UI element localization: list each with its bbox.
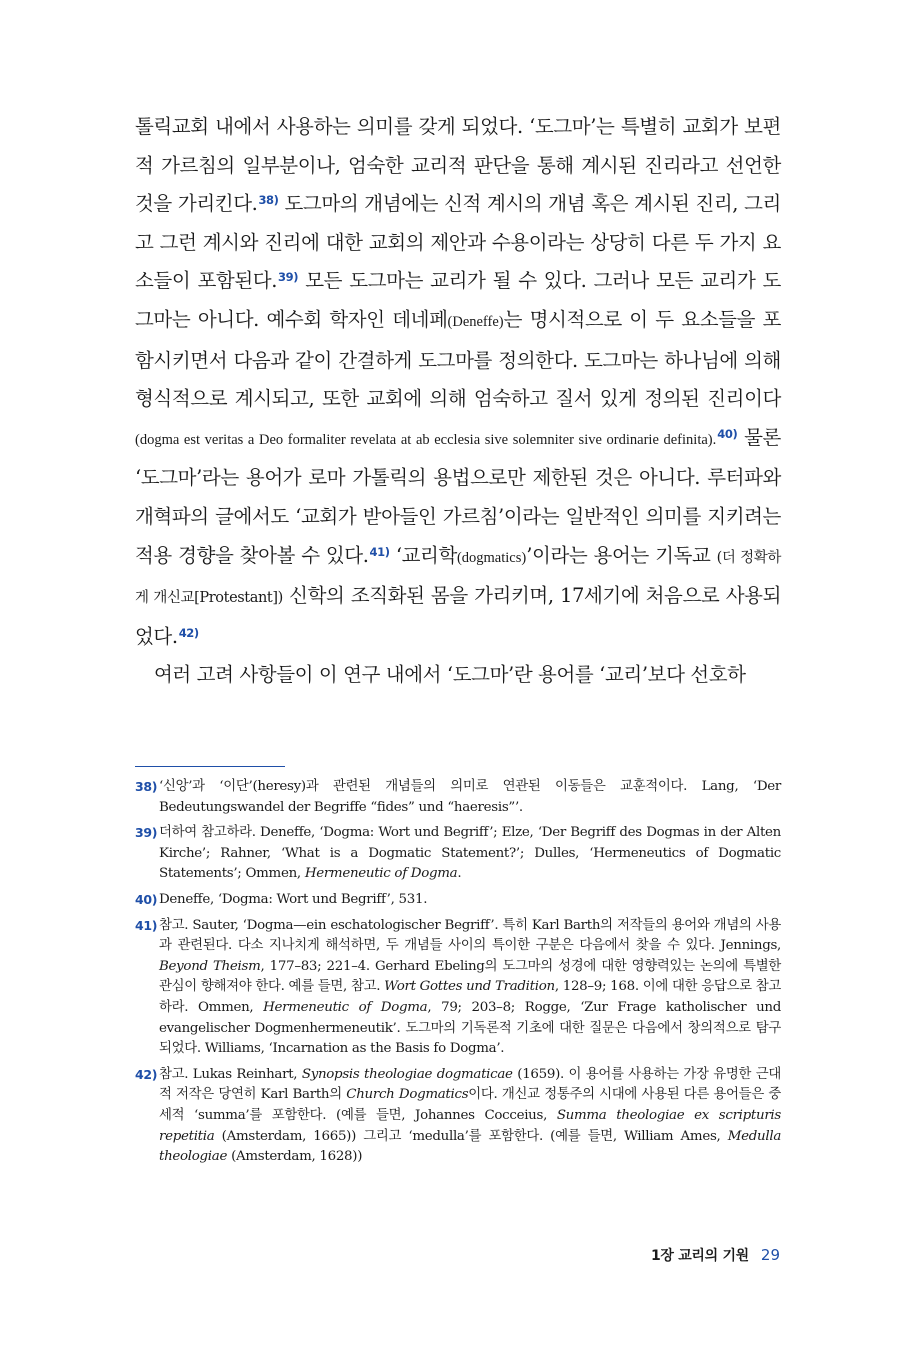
text-run: ’이라는 용어는 기독교 <box>526 543 717 567</box>
footnote-ref-38[interactable]: 38) <box>258 193 279 208</box>
paragraph-1 <box>135 108 781 656</box>
footnote-39 <box>135 823 781 885</box>
footnote-number: 39) <box>135 825 158 841</box>
text-run: 물론 ‘도그마’라는 용어가 로마 가톨릭의 용법으로만 제한된 것은 아니다. 루터파와 개혁파의 글에서도 ‘교회가 받아들인 가르침’이라는 일반적인 의미를 지키려는 적용 경향을 찾아볼 수 있다. <box>135 425 781 567</box>
book-title: Medulla theologiae <box>159 1128 781 1165</box>
paragraph-2 <box>135 656 781 695</box>
footnote-number: 42) <box>135 1066 158 1082</box>
footnote-text <box>159 916 781 1060</box>
footnote-ref-42[interactable]: 42) <box>178 625 199 640</box>
latin-quote: (dogma est veritas a Deo formaliter revelata at ab ecclesia sive solemniter sive ordinarie definita). <box>135 431 717 448</box>
text-run: 여러 고려 사항들이 이 연구 내에서 ‘도그마’란 용어를 ‘교리’보다 선호하 <box>154 663 746 687</box>
book-title: Hermeneutic of Dogma <box>263 999 428 1015</box>
page-number: 29 <box>760 1246 780 1264</box>
footnote-41 <box>135 916 781 1060</box>
footnote-divider <box>135 766 285 767</box>
footnote-number: 40) <box>135 891 158 907</box>
footnote-40 <box>135 890 781 911</box>
main-body-text <box>135 108 781 695</box>
footnotes <box>135 777 781 1173</box>
text-run: , 177–83; 221–4. Gerhard Ebeling의 도그마의 성경에 대한 영향력있는 논의에 특별한 관심이 향해져야 한다. 예를 들면, 참고. <box>159 958 782 995</box>
footnote-ref-41[interactable]: 41) <box>369 544 390 559</box>
footnote-text <box>159 890 781 911</box>
parenthetical-note: (더 정확하게 개신교[Protestant]) <box>135 549 781 607</box>
text-run: ‘교리학 <box>389 543 457 567</box>
book-title: Beyond Theism <box>159 958 261 974</box>
text-run: 는 명시적으로 이 두 요소들을 포함시키면서 다음과 같이 간결하게 도그마를 정의한다. 도그마는 하나님에 의해 형식적으로 계시되고, 또한 교회에 의해 엄숙하고 질서 있게 정의된 진리이다 <box>135 307 781 411</box>
text-run: 도그마의 개념에는 신적 계시의 개념 혹은 계시된 진리, 그리고 그런 계시와 진리에 대한 교회의 제안과 수용이라는 상당히 다른 두 가지 요소들이 포함된다. <box>135 192 781 293</box>
footnote-42 <box>135 1065 781 1168</box>
book-title: Hermeneutic of Dogma <box>304 866 458 882</box>
text-run: 모든 도그마는 교리가 될 수 있다. 그러나 모든 교리가 도그마는 아니다. 예수회 학자인 데네페 <box>135 269 781 331</box>
text-run: 참고. Sauter, ‘Dogma—ein eschatologischer Begriff’. 특히 Karl Barth의 저작들의 용어와 개념의 사용과 관련된다. 다소 지나치게 해석하면, 두 개념들 사이의 특이한 구분은 다음에서 찾을 수 있다. Jennings, <box>159 917 781 954</box>
footnote-38 <box>135 777 781 818</box>
text-run: 참고. Lukas Reinhart, <box>159 1066 302 1082</box>
chapter-title: 1장 교리의 기원 <box>650 1248 749 1264</box>
text-run: , 128–9; 168. 이에 대한 응답으로 참고하라. Ommen, <box>159 979 781 1015</box>
latin-term: (Deneffe) <box>447 313 504 330</box>
text-run: 톨릭교회 내에서 사용하는 의미를 갖게 되었다. ‘도그마’는 특별히 교회가 보편적 가르침의 일부분이나, 엄숙한 교리적 판단을 통해 계시된 진리라고 선언한 것을 가리킨다. <box>135 115 781 216</box>
text-run: 이다. 개신교 정통주의 시대에 사용된 다른 용어들은 중세적 ‘summa’를 포함한다. (예를 들면, Johannes Cocceius, <box>159 1087 781 1123</box>
footnote-text <box>159 777 781 818</box>
text-run: (Amsterdam, 1628)) <box>227 1149 363 1165</box>
footnote-ref-39[interactable]: 39) <box>278 270 299 285</box>
latin-term: (dogmatics) <box>456 549 527 566</box>
book-title: Wort Gottes und Tradition <box>384 979 555 995</box>
text-run: , 79; 203–8; Rogge, ‘Zur Frage katholischer und evangelischer Dogmenhermeneutik’. 도그마의 기독론적 기초에 대한 질문은 다음에서 창의적으로 탐구되었다. Williams, ‘Incarnation as the Basis fo Dogma’. <box>159 999 781 1057</box>
text-run: . <box>457 866 462 882</box>
footnote-text <box>159 1065 781 1168</box>
text-run: 신학의 조직화된 몸을 가리키며, 17세기에 처음으로 사용되었다. <box>135 584 782 648</box>
footnote-number: 38) <box>135 779 158 794</box>
page-footer <box>651 1245 780 1265</box>
text-run: 더하여 참고하라. Deneffe, ‘Dogma: Wort und Begriff’; Elze, ‘Der Begriff des Dogmas in der Alten Kirche’; Rahner, ‘What is a Dogmatic Statement?’; Dulles, ‘Hermeneutics of Dogmatic Statements’; Ommen, <box>159 825 781 882</box>
book-title: Synopsis theologiae dogmaticae <box>301 1066 513 1082</box>
footnote-number: 41) <box>135 917 158 933</box>
text-run: ‘신앙’과 ‘이단’(heresy)과 관련된 개념들의 의미로 연관된 이동들은 교훈적이다. Lang, ‘Der Bedeutungswandel der Begriffe “fides” und “haeresis”’. <box>159 779 781 815</box>
text-run: (Amsterdam, 1665)) 그리고 ‘medulla’를 포함한다. (예를 들면, William Ames, <box>214 1128 728 1144</box>
footnote-text <box>159 823 781 885</box>
text-run: (1659). 이 용어를 사용하는 가장 유명한 근대적 저작은 당연히 Karl Barth의 <box>159 1066 781 1103</box>
text-run: Deneffe, ‘Dogma: Wort und Begriff’, 531. <box>159 891 428 907</box>
book-title: Summa theologiae ex scripturis repetitia <box>159 1107 781 1144</box>
footnote-ref-40[interactable]: 40) <box>717 426 738 441</box>
book-title: Church Dogmatics <box>346 1087 469 1103</box>
